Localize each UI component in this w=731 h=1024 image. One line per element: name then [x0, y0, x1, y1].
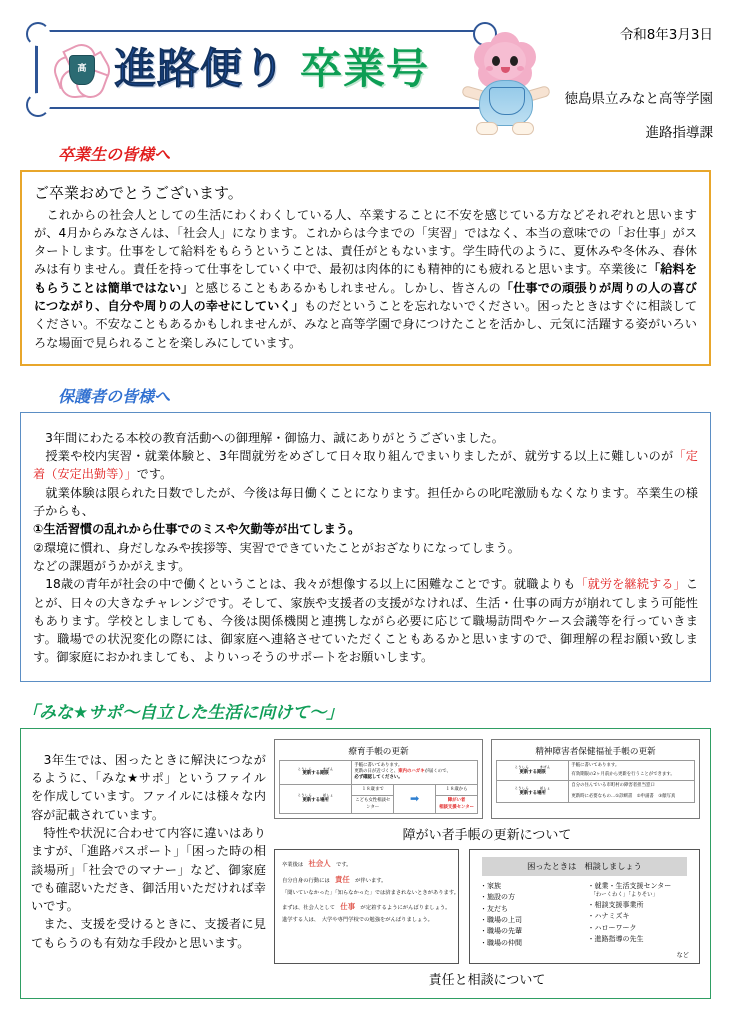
list-item: ・就業・生活支援センター: [587, 881, 672, 890]
list-item: ・職場の先輩: [480, 927, 522, 936]
support-figures: [274, 739, 700, 990]
section-guardians: [0, 384, 731, 682]
figure-seishin-handbook: [491, 739, 700, 819]
section-graduates-heading: 卒業生の皆様へ: [58, 145, 171, 164]
list-item: ・職場の上司: [480, 915, 522, 924]
graduates-bold-1: 「給料をもらうことは簡単ではない」: [34, 262, 698, 295]
seishin-row2-text-2: 更新時に必要なもの…①診断書 ②申請書 ③顔写真: [571, 793, 676, 799]
seishin-row1-furigana: こうしん きげん: [514, 765, 551, 770]
guardians-line-1: 3年間にわたる本校の教育活動への御理解・御協力、誠にありがとうございました。: [33, 430, 504, 445]
title-banner: [22, 22, 497, 117]
department-name: 進路指導課: [645, 125, 713, 142]
consult-panel-title: 困ったときは 相談しましょう: [482, 857, 687, 876]
ryoiku-before-value: こども女性相談センター: [352, 796, 394, 814]
consult-col-right: [588, 881, 690, 949]
guardians-line-4a: 18歳の青年が社会の中で働くということは、我々が想像する以上に困難なことです。就職よりも: [33, 577, 576, 592]
seishin-row1-text-2: 有効期限の2ヶ月前から更新を行うことができます。: [571, 772, 675, 778]
support-paragraph-2: 特性や状況に合わせて内容に違いはありますが、「進路パスポート」「困った時の相談場所」「社会でのマナー」など、御家庭でも確認いただき、御活用いただければ幸いです。: [31, 825, 266, 914]
graduates-body-3: ものだということを忘れないでください。困ったときはすぐに相談してください。不安なこともあるかもしれませんが、みなと高等学園で身につけたことを活かし、元気に活躍する姿がいろいろな場面で見られることを楽しみにしています。: [34, 298, 698, 350]
crest-shield-label: 高: [69, 55, 95, 85]
seishin-row2-furigana: こうしん ばしょ: [514, 786, 551, 791]
seishin-row2-label: こうしん ばしょ 更新する場所: [497, 781, 569, 803]
header-meta: [565, 26, 714, 143]
guardians-line-2b: です。: [136, 467, 173, 482]
handbook-figure-caption: 障がい者手帳の更新について: [402, 827, 572, 843]
list-item-sub: 「わーくわく」「よりそい」: [590, 892, 658, 899]
guardians-item-1: ①生活習慣の乱れから仕事でのミスや欠勤等が出てしまう。: [33, 522, 361, 537]
banner-title-main: 進路便り: [114, 44, 287, 93]
list-item: ・相談支援事業所: [587, 900, 644, 909]
ryoiku-row2-furigana: こうしん ばしょ: [297, 793, 334, 798]
seishin-table-title: 精神障害者保健福祉手帳の更新: [535, 746, 656, 757]
list-item: ・ハナミズキ: [587, 912, 630, 921]
ryoiku-table-title: 療育手帳の更新: [348, 746, 409, 757]
consult-footer: など: [676, 951, 689, 959]
scroll-curl-icon: [26, 22, 50, 46]
table-row: [497, 781, 695, 803]
ryoiku-table: [279, 760, 478, 814]
seishin-row1-label: こうしん きげん 更新する期限: [497, 760, 569, 781]
seishin-row2-text-1: 自分の住んでいる市町村の障害者担当窓口: [571, 783, 655, 789]
panel-consult: [469, 849, 700, 964]
ryoiku-row1-text-2: 更新の日が近づくと、案内のハガキが届くので、: [354, 769, 451, 775]
list-item: ・ハローワーク: [587, 923, 637, 932]
figure-ryoiku-handbook: [274, 739, 483, 819]
guardians-item-3: などの課題がうかがえます。: [33, 558, 191, 573]
guardians-line-4: [33, 575, 698, 666]
ryoiku-row1-text-1: 手帳に書いてあります。: [354, 762, 403, 768]
guardians-line-2a: 授業や校内実習・就業体験と、3年間就労をめざして日々取り組んでまいりましたが、就労する以上に難しいのが: [33, 449, 674, 464]
section-support-heading: 「みな★サポ～自立した生活に向けて～」: [22, 702, 344, 723]
table-row: [280, 784, 478, 795]
table-row: [497, 760, 695, 781]
section-guardians-heading: 保護者の皆様へ: [58, 386, 171, 406]
graduates-body: [34, 206, 697, 352]
school-crest-icon: [54, 44, 108, 96]
guardians-line-3: 就業体験は限られた日数でしたが、今後は毎日働くことになります。担任からの叱咤激励もなくなります。卒業生の様子からも、: [33, 485, 698, 519]
scroll-curl-icon: [26, 93, 50, 117]
responsibility-line-2: 自分自身の行動には 責任 が伴います。: [282, 874, 387, 884]
responsibility-line-4: まずは、社会人として 仕事 が定着するようにがんばりましょう。: [282, 902, 451, 912]
responsibility-panel-row: [274, 849, 700, 964]
section-graduates-box: [20, 170, 711, 366]
page-header: [0, 0, 731, 142]
consult-col-left: [480, 881, 582, 949]
support-left-text: [31, 739, 266, 990]
ryoiku-after-head: １８歳から: [436, 784, 478, 795]
list-item: ・職場の仲間: [480, 938, 522, 947]
issue-date: 令和8年3月3日: [619, 27, 713, 43]
graduates-body-1: これからの社会人としての生活にわくわくしている人、卒業することに不安を感じている方などそれぞれと思いますが、4月からみなさんは、「社会人」になります。これからは今までの「実習」ではなく、本当の意味での「お仕事」がスタートします。仕事をして給料をもらうということは、責任がともないます。学生時代のように、夏休みや冬休み、春休みは有りません。責任を持って仕事をしていく中で、最初は肉体的にも精神的にも疲れると思います。卒業後に: [34, 207, 697, 277]
banner-title: [114, 36, 429, 96]
ryoiku-after-value: 障がい者 相談支援センター: [436, 796, 478, 814]
seishin-row2-value: [569, 781, 695, 803]
responsibility-line-1: 卒業後は 社会人 です。: [282, 858, 352, 868]
seishin-table: [496, 760, 695, 804]
ryoiku-row1-value: [352, 760, 478, 784]
ryoiku-row1-label: こうしん きげん 更新する期限: [280, 760, 352, 784]
graduates-lead: ご卒業おめでとうございます。: [34, 184, 243, 202]
ryoiku-before-head: １８歳まで: [352, 784, 394, 795]
school-name: 徳島県立みなと高等学園: [564, 91, 713, 108]
panel-responsibility: [274, 849, 459, 964]
guardians-line-2: [33, 447, 698, 484]
section-guardians-box: [20, 412, 711, 682]
list-item: ・施設の方: [480, 893, 515, 902]
guardians-item-2: ②環境に慣れ、身だしなみや挨拶等、実習でできていたことがおざなりになってしまう。: [33, 540, 520, 555]
guardians-line-4-red: 「就労を継続する」: [575, 577, 686, 592]
section-support: [0, 698, 731, 999]
sakura-mascot-icon: [462, 30, 548, 138]
support-paragraph-3: また、支援を受けるときに、支援者に見てもらうのも有効な手段かと思います。: [31, 917, 266, 950]
support-paragraph-1: 3年生では、困ったときに解決につながるように、「みな★サポ」というファイルを作成しています。ファイルには様々な内容が記載されています。: [31, 752, 266, 822]
graduates-bold-2: 「仕事での頑張りが周りの人の喜びにつながり、自分や周りの人の幸せにしていく」: [34, 280, 697, 313]
ryoiku-row2-label: こうしん ばしょ 更新する場所: [280, 784, 352, 813]
table-row: [280, 760, 478, 784]
list-item: ・友だち: [480, 904, 508, 913]
seishin-row1-value: [569, 760, 695, 781]
seishin-row1-text-1: 手帳に書いてあります。: [571, 762, 620, 768]
handbook-figure-row: [274, 739, 700, 819]
banner-title-sub: 卒業号: [300, 44, 430, 93]
guardians-line-2-red: 「定着（安定出勤等）」: [33, 449, 698, 482]
responsibility-figure-caption: 責任と相談について: [428, 972, 546, 988]
graduates-body-2: と感じることもあるかもしれません。しかし、皆さんの: [193, 280, 501, 295]
responsibility-line-5: 進学する人は、 大学や専門学校での勉強をがんばりましょう。: [282, 917, 433, 924]
ryoiku-row1-text-4: 必ず確認してください。: [354, 775, 403, 781]
section-support-box: [20, 728, 711, 999]
arrow-icon: ➡: [394, 784, 436, 813]
list-item: ・進路指導の先生: [587, 934, 644, 943]
list-item: ・家族: [480, 881, 501, 890]
guardians-line-4b: ことが、日々の大きなチャレンジです。そして、家族や支援者の支援がなければ、生活・仕事の両方が崩れてしまう可能性もあります。学校としましても、今後は関係機関と連携しながら必要に応じて職場訪問やケース会議等を行っていきます。職場での状況変化の際には、御家庭へ連絡させていただくこともあるかと思いますので、御理解の程お願い致します。御家庭におかれましても、よりいっそうのサポートをお願いします。: [33, 577, 698, 665]
ryoiku-row1-furigana: こうしん きげん: [297, 766, 334, 771]
section-graduates: [0, 142, 731, 366]
responsibility-line-3: 「聞いていなかった」「知らなかった」では済まされないときがあります。: [282, 889, 460, 896]
